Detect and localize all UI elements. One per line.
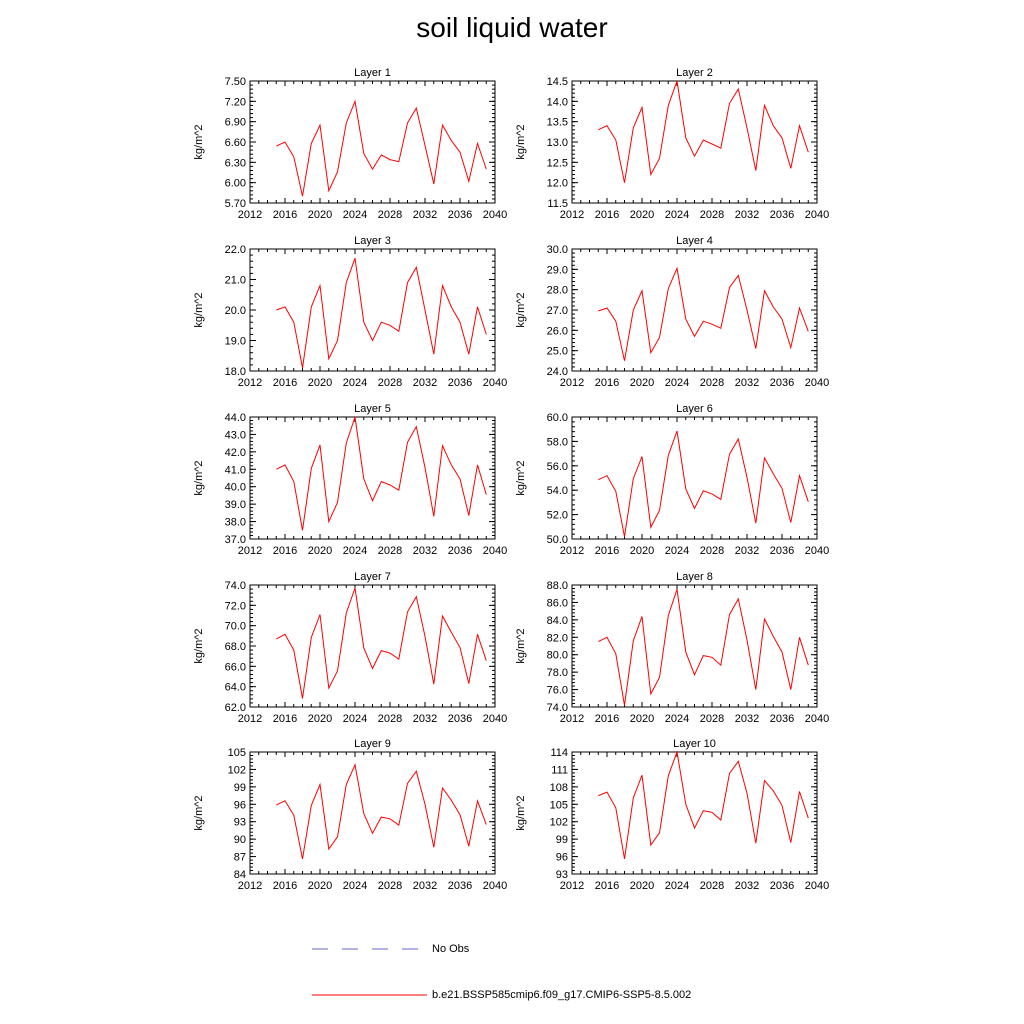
x-tick-label: 2036 [769,209,795,221]
panel-5 [193,403,507,557]
x-tick-label: 2012 [237,377,263,389]
y-tick-label: 6.30 [224,157,246,170]
x-tick-label: 2016 [272,880,298,892]
panel-title: Layer 1 [354,67,391,79]
y-tick-label: 50.0 [546,534,568,546]
x-tick-label: 2032 [734,880,760,892]
panel-10 [515,738,829,892]
x-tick-label: 2016 [272,377,298,389]
x-tick-label: 2028 [699,209,725,221]
y-axis-label: kg/m^2 [515,628,527,664]
x-tick-label: 2040 [482,713,508,725]
x-tick-label: 2040 [482,880,508,892]
panel-title: Layer 10 [673,738,716,750]
y-tick-label: 96 [555,851,568,864]
x-tick-label: 2040 [804,377,830,389]
y-tick-label: 42.0 [224,446,246,459]
x-tick-label: 2036 [447,880,473,892]
x-tick-label: 2028 [699,713,725,725]
plot-frame [572,752,817,874]
plot-frame [250,417,495,539]
y-axis-label: kg/m^2 [193,292,205,328]
x-tick-label: 2012 [559,713,585,725]
x-tick-label: 2024 [342,209,368,221]
y-tick-label: 40.0 [224,481,246,494]
x-tick-label: 2040 [482,377,508,389]
y-tick-label: 72.0 [224,600,246,613]
x-tick-label: 2024 [664,209,690,221]
legend-obs-label: No Obs [432,943,470,955]
x-tick-label: 2012 [559,545,585,557]
y-tick-label: 84 [233,869,246,881]
series-line [598,268,808,361]
y-tick-label: 6.90 [224,116,246,129]
y-tick-label: 7.50 [224,76,246,88]
y-tick-label: 21.0 [224,274,246,287]
x-tick-label: 2024 [664,545,690,557]
x-tick-label: 2024 [342,377,368,389]
series-line [276,588,486,698]
y-tick-label: 13.0 [546,137,568,149]
y-tick-label: 74.0 [224,580,246,592]
series-line [598,752,808,859]
x-tick-label: 2012 [237,880,263,892]
y-tick-label: 27.0 [546,305,568,317]
x-tick-label: 2028 [377,880,403,892]
x-tick-label: 2020 [307,209,333,221]
x-tick-label: 2028 [377,545,403,557]
x-tick-label: 2024 [342,545,368,557]
panel-title: Layer 5 [354,403,391,415]
x-tick-label: 2040 [804,880,830,892]
x-tick-label: 2032 [412,377,438,389]
series-line [598,589,808,705]
x-tick-label: 2020 [307,545,333,557]
y-tick-label: 18.0 [224,366,246,378]
y-tick-label: 20.0 [224,305,246,317]
panel-4 [515,235,829,389]
y-tick-label: 25.0 [546,345,568,358]
x-tick-label: 2036 [769,377,795,389]
x-tick-label: 2036 [447,209,473,221]
x-tick-label: 2036 [447,377,473,389]
x-tick-label: 2032 [734,377,760,389]
y-tick-label: 82.0 [546,632,568,645]
y-tick-label: 62.0 [224,702,246,714]
y-tick-label: 56.0 [546,460,568,473]
y-tick-label: 11.5 [547,198,568,210]
y-axis-label: kg/m^2 [515,795,527,831]
panel-title: Layer 2 [676,67,713,79]
y-tick-label: 93 [233,816,246,829]
y-tick-label: 90 [233,834,246,847]
x-tick-label: 2024 [664,880,690,892]
panel-1 [193,67,507,221]
y-tick-label: 99 [555,834,568,847]
x-tick-label: 2020 [629,209,655,221]
y-tick-label: 87 [233,851,246,864]
y-tick-label: 74.0 [546,702,568,714]
panel-title: Layer 8 [676,571,713,583]
y-tick-label: 105 [549,799,568,812]
y-tick-label: 12.0 [546,177,568,190]
x-tick-label: 2024 [664,377,690,389]
y-tick-label: 39.0 [224,499,246,512]
y-tick-label: 5.70 [224,198,246,210]
x-tick-label: 2016 [594,880,620,892]
x-tick-label: 2016 [594,545,620,557]
plot-frame [250,585,495,707]
panel-3 [193,235,507,389]
y-tick-label: 6.00 [224,177,246,190]
y-tick-label: 19.0 [224,335,246,348]
x-tick-label: 2020 [629,880,655,892]
panel-title: Layer 4 [676,235,713,247]
x-tick-label: 2032 [412,880,438,892]
x-tick-label: 2012 [559,209,585,221]
x-tick-label: 2036 [769,545,795,557]
x-tick-label: 2012 [237,545,263,557]
y-tick-label: 28.0 [546,284,568,297]
y-tick-label: 114 [550,747,568,759]
y-tick-label: 6.60 [224,137,246,149]
y-tick-label: 66.0 [224,661,246,674]
x-tick-label: 2032 [412,545,438,557]
y-axis-label: kg/m^2 [193,124,205,160]
x-tick-label: 2040 [804,545,830,557]
y-axis-label: kg/m^2 [515,292,527,328]
legend-model-label: b.e21.BSSP585cmip6.f09_g17.CMIP6-SSP5-8.5.002 [432,989,692,1001]
panel-7 [193,571,507,725]
plot-frame [572,585,817,707]
x-tick-label: 2036 [447,545,473,557]
figure-title: soil liquid water [416,12,608,43]
x-tick-label: 2028 [699,545,725,557]
panel-title: Layer 7 [354,571,391,583]
x-tick-label: 2012 [559,880,585,892]
panel-9 [193,738,507,892]
y-tick-label: 43.0 [224,429,246,442]
x-tick-label: 2012 [237,713,263,725]
plot-frame [250,752,495,874]
y-tick-label: 22.0 [224,244,246,256]
x-tick-label: 2040 [482,209,508,221]
panel-title: Layer 6 [676,403,713,415]
x-tick-label: 2032 [734,713,760,725]
x-tick-label: 2024 [342,713,368,725]
y-axis-label: kg/m^2 [515,124,527,160]
x-tick-label: 2020 [307,377,333,389]
y-tick-label: 102 [227,764,246,777]
y-tick-label: 30.0 [546,244,568,256]
y-axis-label: kg/m^2 [193,795,205,831]
x-tick-label: 2024 [342,880,368,892]
x-tick-label: 2028 [699,377,725,389]
x-tick-label: 2040 [804,209,830,221]
x-tick-label: 2020 [629,713,655,725]
x-tick-label: 2016 [594,209,620,221]
y-tick-label: 88.0 [546,580,568,592]
y-tick-label: 96 [233,799,246,812]
y-tick-label: 108 [549,781,568,794]
series-line [276,101,486,196]
x-tick-label: 2020 [629,545,655,557]
y-tick-label: 70.0 [224,620,246,633]
y-tick-label: 93 [555,869,568,881]
panel-title: Layer 3 [354,235,391,247]
y-axis-label: kg/m^2 [193,460,205,496]
x-tick-label: 2032 [412,209,438,221]
x-tick-label: 2020 [629,377,655,389]
x-tick-label: 2040 [482,545,508,557]
y-tick-label: 29.0 [546,264,568,277]
x-tick-label: 2032 [734,209,760,221]
x-tick-label: 2036 [769,880,795,892]
y-tick-label: 26.0 [546,325,568,338]
y-tick-label: 68.0 [224,641,246,653]
y-tick-label: 80.0 [546,649,568,662]
x-tick-label: 2036 [447,713,473,725]
x-tick-label: 2012 [559,377,585,389]
y-tick-label: 7.20 [224,96,246,109]
x-tick-label: 2016 [594,377,620,389]
legend-model-line [312,992,427,998]
x-tick-label: 2016 [594,713,620,725]
y-tick-label: 64.0 [224,681,246,694]
plot-frame [250,81,495,203]
y-tick-label: 38.0 [224,516,246,529]
x-tick-label: 2032 [412,713,438,725]
x-tick-label: 2020 [307,880,333,892]
y-tick-label: 24.0 [546,366,568,378]
panel-8 [515,571,829,725]
y-tick-label: 58.0 [546,436,568,449]
y-axis-label: kg/m^2 [193,628,205,664]
series-line [276,765,486,859]
y-tick-label: 14.0 [546,96,568,109]
y-tick-label: 84.0 [546,614,568,627]
x-tick-label: 2016 [272,713,298,725]
x-tick-label: 2012 [237,209,263,221]
y-axis-label: kg/m^2 [515,460,527,496]
x-tick-label: 2028 [377,713,403,725]
series-line [276,417,486,530]
x-tick-label: 2016 [272,545,298,557]
y-tick-label: 12.5 [546,157,568,170]
y-tick-label: 102 [549,816,568,829]
x-tick-label: 2016 [272,209,298,221]
x-tick-label: 2028 [699,880,725,892]
x-tick-label: 2024 [664,713,690,725]
y-tick-label: 41.0 [224,464,246,477]
y-tick-label: 86.0 [546,597,568,610]
y-tick-label: 60.0 [546,412,568,424]
y-tick-label: 14.5 [546,76,568,88]
y-tick-label: 111 [551,764,568,777]
y-tick-label: 54.0 [546,485,568,498]
y-tick-label: 105 [227,747,246,759]
series-line [276,258,486,368]
x-tick-label: 2020 [307,713,333,725]
panel-2 [515,67,829,221]
x-tick-label: 2028 [377,209,403,221]
y-tick-label: 76.0 [546,684,568,697]
y-tick-label: 52.0 [546,509,568,522]
legend-obs-line [312,946,422,952]
y-tick-label: 13.5 [546,116,568,129]
panel-6 [515,403,829,557]
plot-frame [572,81,817,203]
panel-title: Layer 9 [354,738,391,750]
x-tick-label: 2040 [804,713,830,725]
series-line [598,431,808,537]
y-tick-label: 37.0 [224,534,246,546]
x-tick-label: 2028 [377,377,403,389]
y-tick-label: 99 [233,781,246,794]
y-tick-label: 44.0 [224,412,246,424]
series-line [598,81,808,183]
y-tick-label: 78.0 [546,667,568,680]
x-tick-label: 2032 [734,545,760,557]
x-tick-label: 2036 [769,713,795,725]
